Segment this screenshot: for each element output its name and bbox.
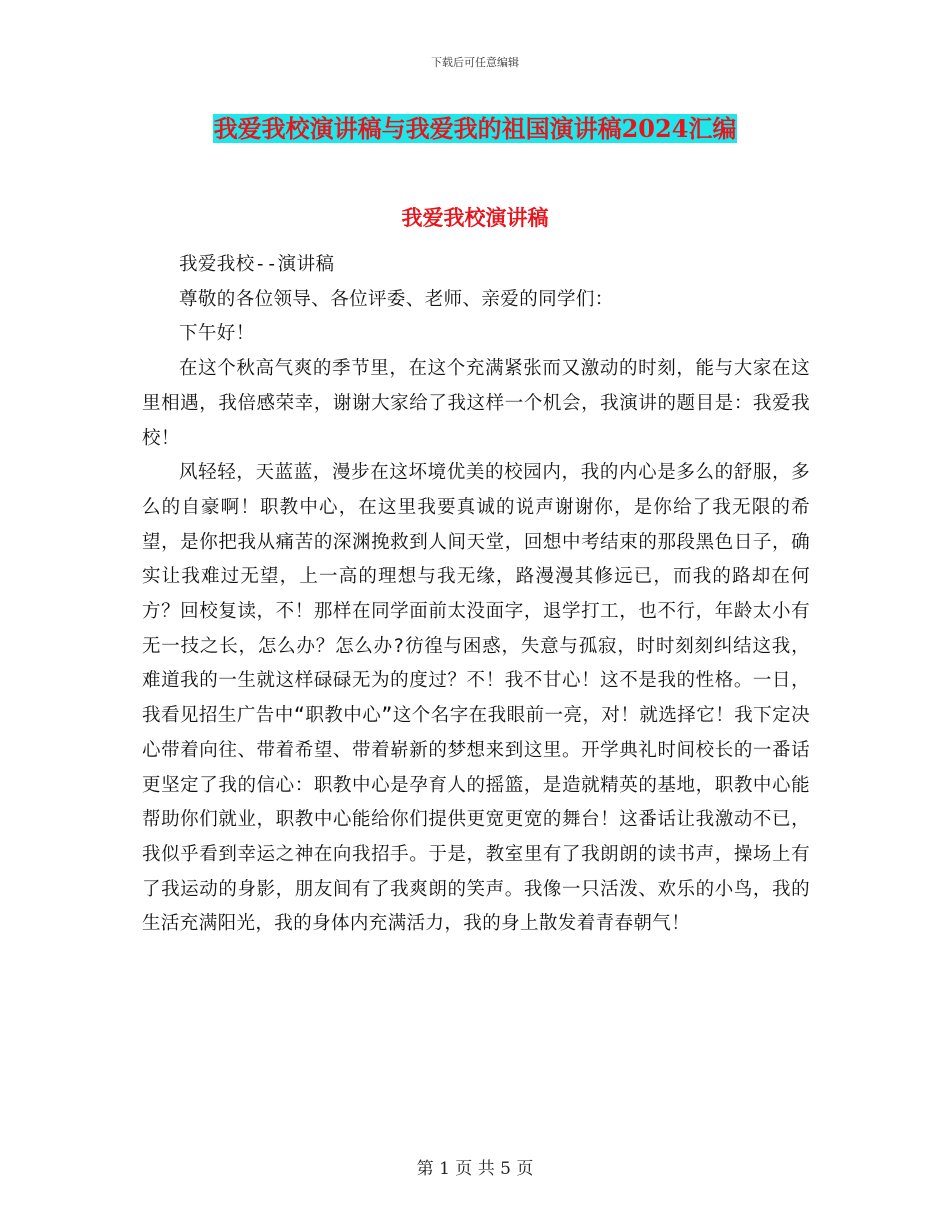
document-body bbox=[142, 248, 810, 942]
section-title: 我爱我校演讲稿 bbox=[401, 205, 549, 230]
document-title bbox=[0, 114, 950, 147]
header-note: 下载后可任意编辑 bbox=[431, 56, 519, 69]
document-title-text: 我爱我校演讲稿与我爱我的祖国演讲稿2024汇编 bbox=[213, 114, 737, 143]
page-footer: 第 1 页 共 5 页 bbox=[416, 1159, 534, 1179]
paragraph: 下午好！ bbox=[179, 323, 255, 345]
paragraph: 风轻轻，天蓝蓝，漫步在这坏境优美的校园内，我的内心是多么的舒服，多么的自豪啊！职教中心，在这里我要真诚的说声谢谢你，是你给了我无限的希望，是你把我从痛苦的深渊挽救到人间天堂，回想中考结束的那段黑色日子，确实让我难过无望，上一高的理想与我无缘，路漫漫其修远已，而我的路却在何方？回校复读，不！那样在同学面前太没面字，退学打工，也不行，年龄太小有无一技之长，怎么办？怎么办?彷徨与困惑，失意与孤寂，时时刻刻纠结这我，难道我的一生就这样碌碌无为的度过？不！我不甘心！这不是我的性格。一日，我看见招生广告中“职教中心”这个名字在我眼前一亮，对！就选择它！我下定决心带着向往、带着希望、带着崭新的梦想来到这里。开学典礼时间校长的一番话更坚定了我的信心：职教中心是孕育人的摇篮，是造就精英的基地，职教中心能帮助你们就业，职教中心能给你们提供更宽更宽的舞台！这番话让我激动不已，我似乎看到幸运之神在向我招手。于是，教室里有了我朗朗的读书声，操场上有了我运动的身影，朋友间有了我爽朗的笑声。我像一只活泼、欢乐的小鸟，我的生活充满阳光，我的身体内充满活力，我的身上散发着青春朝气！ bbox=[142, 462, 810, 935]
paragraph: 我爱我校--演讲稿 bbox=[179, 254, 335, 275]
paragraph: 在这个秋高气爽的季节里，在这个充满紧张而又激动的时刻，能与大家在这里相遇，我倍感荣幸，谢谢大家给了我这样一个机会，我演讲的题目是：我爱我校！ bbox=[142, 358, 810, 449]
paragraph: 尊敬的各位领导、各位评委、老师、亲爱的同学们： bbox=[179, 288, 614, 310]
